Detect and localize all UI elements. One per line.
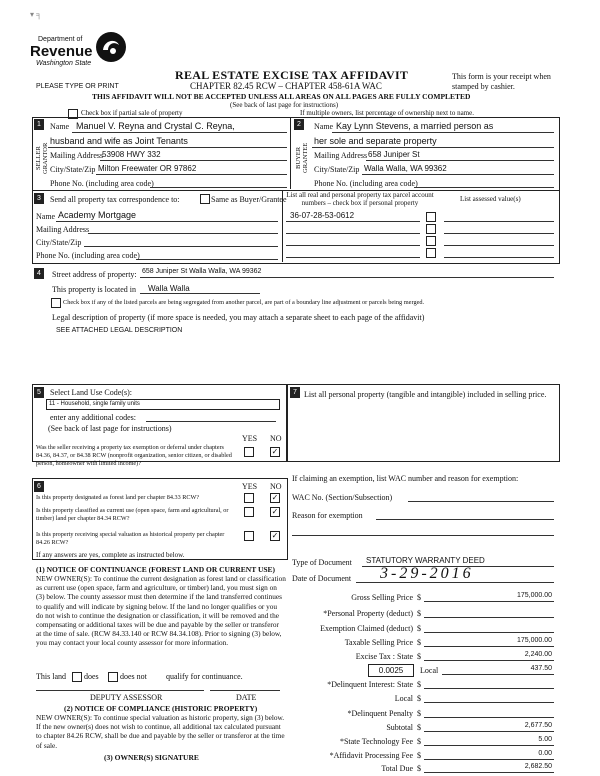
section-3-badge: 3 [34,193,44,204]
seller-city-value[interactable]: Milton Freewater OR 97862 [98,164,197,173]
parcel-personal-checkbox-2[interactable] [426,224,436,234]
calc-label-subtotal: Subtotal [386,723,413,732]
section-7-badge: 7 [290,387,300,398]
exemption-no-checkbox[interactable]: ✓ [271,447,279,456]
seller-name-label: Name [50,122,70,131]
dept-line3: Washington State [36,60,92,67]
calc-label-gross: Gross Selling Price [351,593,413,602]
corr-mailing-label: Mailing Address [36,225,90,234]
street-value[interactable]: 658 Juniper St Walla Walla, WA 99362 [142,268,262,275]
calc-dollar-delinq-state: $ [417,680,421,689]
forest-q3: Is this property receiving special valuation as historical property per chapter 84.26 RCW? [36,531,225,546]
buyer-side-label: BUYER GRANTEE [295,142,309,174]
send-correspondence-label: Send all property tax correspondence to: [50,195,180,204]
does-label: does [84,672,99,681]
corr-name-label: Name [36,212,56,221]
same-as-buyer-label: Same as Buyer/Grantee [211,195,287,204]
wac-label: WAC No. (Section/Subsection) [292,493,393,502]
form-title: REAL ESTATE EXCISE TAX AFFIDAVIT [175,68,409,82]
calc-label-taxable: Taxable Selling Price [344,638,413,647]
segregated-checkbox[interactable] [51,298,61,308]
calc-value-subtotal[interactable]: 2,677.50 [524,722,552,729]
forest-q3-no-checkbox[interactable]: ✓ [271,531,279,540]
personal-property-text: List all personal property (tangible and intangible) included in selling price. [304,390,547,399]
notice1-title: (1) NOTICE OF CONTINUANCE (FOREST LAND OR CURRENT USE) [36,565,276,574]
local-rate-input[interactable]: 0.0025 [368,664,414,677]
calc-label-affidavit-fee: *Affidavit Processing Fee [329,751,413,760]
dept-line1: Department of [38,36,83,43]
buyer-city-label: City/State/Zip [314,165,360,174]
forest-q2: Is this property classified as current use (open space, farm and agricultural, or timber) land per chapter 84.34 RCW? [36,507,229,522]
parcel-value[interactable]: 36-07-28-53-0612 [290,211,355,220]
seller-mailing-value[interactable]: 53908 HWY 332 [102,150,161,159]
doc-type-value[interactable]: STATUTORY WARRANTY DEED [366,556,485,565]
any-yes-instruction: If any answers are yes, complete as instructed below. [36,551,185,559]
calc-value-taxable[interactable]: 175,000.00 [516,637,552,644]
seller-name-value[interactable]: Manuel V. Reyna and Crystal C. Reyna, [76,121,235,131]
located-value[interactable]: Walla Walla [148,284,190,293]
assessed-header: List assessed value(s) [460,195,521,203]
buyer-mailing-value[interactable]: 658 Juniper St [368,150,420,159]
seller-name-value2[interactable]: husband and wife as Joint Tenants [50,136,188,146]
buyer-phone-label: Phone No. (including area code) [314,179,418,188]
calc-dollar-subtotal: $ [417,723,421,732]
same-as-buyer-checkbox[interactable] [200,194,210,204]
corr-phone-label: Phone No. (including area code) [36,251,140,260]
receipt-note: This form is your receipt when stamped by cashier. [452,72,551,91]
located-label: This property is located in [52,285,136,294]
street-label: Street address of property: [52,270,137,279]
exemption-header: If claiming an exemption, list WAC number and reason for exemption: [292,474,519,483]
calc-dollar-gross: $ [417,593,421,602]
parcel-personal-checkbox-1[interactable] [426,212,436,222]
notice2-body: NEW OWNER(S): To continue special valuation as historic property, sign (3) below. If the new owner(s) does not wish to continue, all additional tax calculated pursuant to chapter 84.26 RCW, shall be due and payable by the seller or transferor at the time of sale. [36,713,285,750]
seller-side-label: SELLER GRANTOR [35,142,49,174]
qualify-label: qualify for continuance. [166,672,243,681]
buyer-city-value[interactable]: Walla Walla, WA 99362 [364,164,447,173]
calc-label-penalty: *Delinquent Penalty [347,709,413,718]
calc-label-exemption: Exemption Claimed (deduct) [320,624,413,633]
deputy-assessor-label: DEPUTY ASSESSOR [90,693,163,702]
legal-label: Legal description of property (if more space is needed, you may attach a separate sheet to each page of the affidavit) [52,313,425,322]
forest-q2-no-checkbox[interactable]: ✓ [271,507,279,516]
does-not-checkbox[interactable] [108,672,118,682]
land-use-yes: YES [242,434,258,443]
calc-label-delinq-state: *Delinquent Interest: State [327,680,413,689]
section-6-badge: 6 [34,481,44,492]
calc-dollar-total: $ [417,764,421,773]
warning: THIS AFFIDAVIT WILL NOT BE ACCEPTED UNLESS ALL AREAS ON ALL PAGES ARE FULLY COMPLETED [92,92,471,101]
date-label: DATE [236,693,257,702]
land-use-see-back: (See back of last page for instructions) [48,424,172,433]
calc-value-gross[interactable]: 175,000.00 [516,592,552,599]
calc-value-affidavit-fee[interactable]: 0.00 [538,750,552,757]
doc-date-value[interactable]: 3-29-2016 [380,565,474,582]
doc-type-label: Type of Document [292,558,352,567]
calc-label-local: Local [420,666,439,675]
dor-swirl-icon [94,30,128,64]
forest-q1-yes-checkbox[interactable] [244,493,254,503]
calc-label-tech-fee: *State Technology Fee [339,737,413,746]
calc-dollar-personal: $ [417,609,421,618]
legal-value[interactable]: SEE ATTACHED LEGAL DESCRIPTION [56,327,183,334]
calc-value-total[interactable]: 2,682.50 [524,763,552,770]
please-type: PLEASE TYPE OR PRINT [36,83,119,90]
additional-codes-label: enter any additional codes: [50,413,136,422]
notice1-body: NEW OWNER(S): To continue the current designation as forest land or classification as current use (open space, farm and agriculture, or timber) land, you must sign on (3) below. The county assessor must then determine if the land transferred continues to qualify and will indicate by signing below. If the land no longer qualifies or you do not wish to continue the designation or classification, it will be removed and the compensating or additional taxes will be due and payable by the seller or transferor at the time of sale. (RCW 84.33.140 or RCW 84.34.108). Prior to signing (3) below, you may contact your local county assessor for more information. [36,574,286,648]
calc-dollar-tech-fee: $ [417,737,421,746]
land-does-label: This land [36,672,66,681]
seller-mailing-label: Mailing Address [50,151,104,160]
doc-date-label: Date of Document [292,574,352,583]
forest-q2-yes-checkbox[interactable] [244,507,254,517]
seller-city-label: City/State/Zip [50,165,96,174]
calc-value-tech-fee[interactable]: 5.00 [538,736,552,743]
calc-dollar-taxable: $ [417,638,421,647]
multiple-owners: If multiple owners, list percentage of ownership next to name. [300,109,474,117]
chapter: CHAPTER 82.45 RCW – CHAPTER 458-61A WAC [190,81,382,91]
land-use-select[interactable]: 11 - Household, single family units [46,399,280,410]
forest-q1-no-checkbox[interactable]: ✓ [271,493,279,502]
parcel-header: List all real and personal property tax parcel account numbers – check box if personal property [286,191,434,207]
notice2-title: (2) NOTICE OF COMPLIANCE (HISTORIC PROPERTY) [64,704,258,713]
forest-q3-yes-checkbox[interactable] [244,531,254,541]
calc-label-total: Total Due [381,764,413,773]
parcel-personal-checkbox-4[interactable] [426,248,436,258]
land-use-no: NO [270,434,282,443]
does-checkbox[interactable] [72,672,82,682]
calc-dollar-delinq-local: $ [417,694,421,703]
forest-no: NO [270,482,282,491]
owner-signature-title: (3) OWNER(S) SIGNATURE [104,753,199,762]
dor-logo [30,28,128,74]
reason-label: Reason for exemption [292,511,363,520]
calc-value-state-tax[interactable]: 2,240.00 [524,651,552,658]
seller-phone-label: Phone No. (including area code) [50,179,154,188]
calc-dollar-exemption: $ [417,624,421,633]
calc-value-local[interactable]: 437.50 [530,665,552,672]
corr-name-value[interactable]: Academy Mortgage [58,210,137,220]
scan-mark: ▾ ╕ [30,10,42,19]
buyer-mailing-label: Mailing Address [314,151,368,160]
forest-q1: Is this property designated as forest land per chapter 84.33 RCW? [36,494,200,501]
corr-city-label: City/State/Zip [36,238,82,247]
segregated-label: Check box if any of the listed parcels are being segregated from another parcel, are part of a boundary line adjustment or parcels being merged. [63,299,425,306]
exemption-yes-checkbox[interactable] [244,447,254,457]
section-1-badge: 1 [34,119,44,130]
calc-dollar-penalty: $ [417,709,421,718]
calc-dollar-affidavit-fee: $ [417,751,421,760]
calc-label-state-tax: Excise Tax : State [355,652,413,661]
section-2-badge: 2 [294,119,304,130]
buyer-name-value2[interactable]: her sole and separate property [314,136,437,146]
does-not-label: does not [120,672,147,681]
land-use-label: Select Land Use Code(s): [50,388,132,397]
calc-label-delinq-local: Local [394,694,413,703]
dept-line2: Revenue [30,43,93,60]
parcel-personal-checkbox-3[interactable] [426,236,436,246]
see-back-header: (See back of last page for instructions) [230,101,339,109]
calc-label-personal: *Personal Property (deduct) [323,609,413,618]
exemption-question: Was the seller receiving a property tax exemption or deferral under chapters 84.36, 84.37, or 84.38 RCW (nonprofit organization, senior citizen, or disabled person, homeowner with limited income)? [36,444,232,467]
partial-sale-label: Check box if partial sale of property [81,109,183,117]
section-4-badge: 4 [34,268,44,279]
forest-yes: YES [242,482,258,491]
buyer-name-label: Name [314,122,334,131]
calc-dollar-state-tax: $ [417,652,421,661]
buyer-name-value[interactable]: Kay Lynn Stevens, a married person as [336,121,494,131]
section-5-badge: 5 [34,387,44,398]
